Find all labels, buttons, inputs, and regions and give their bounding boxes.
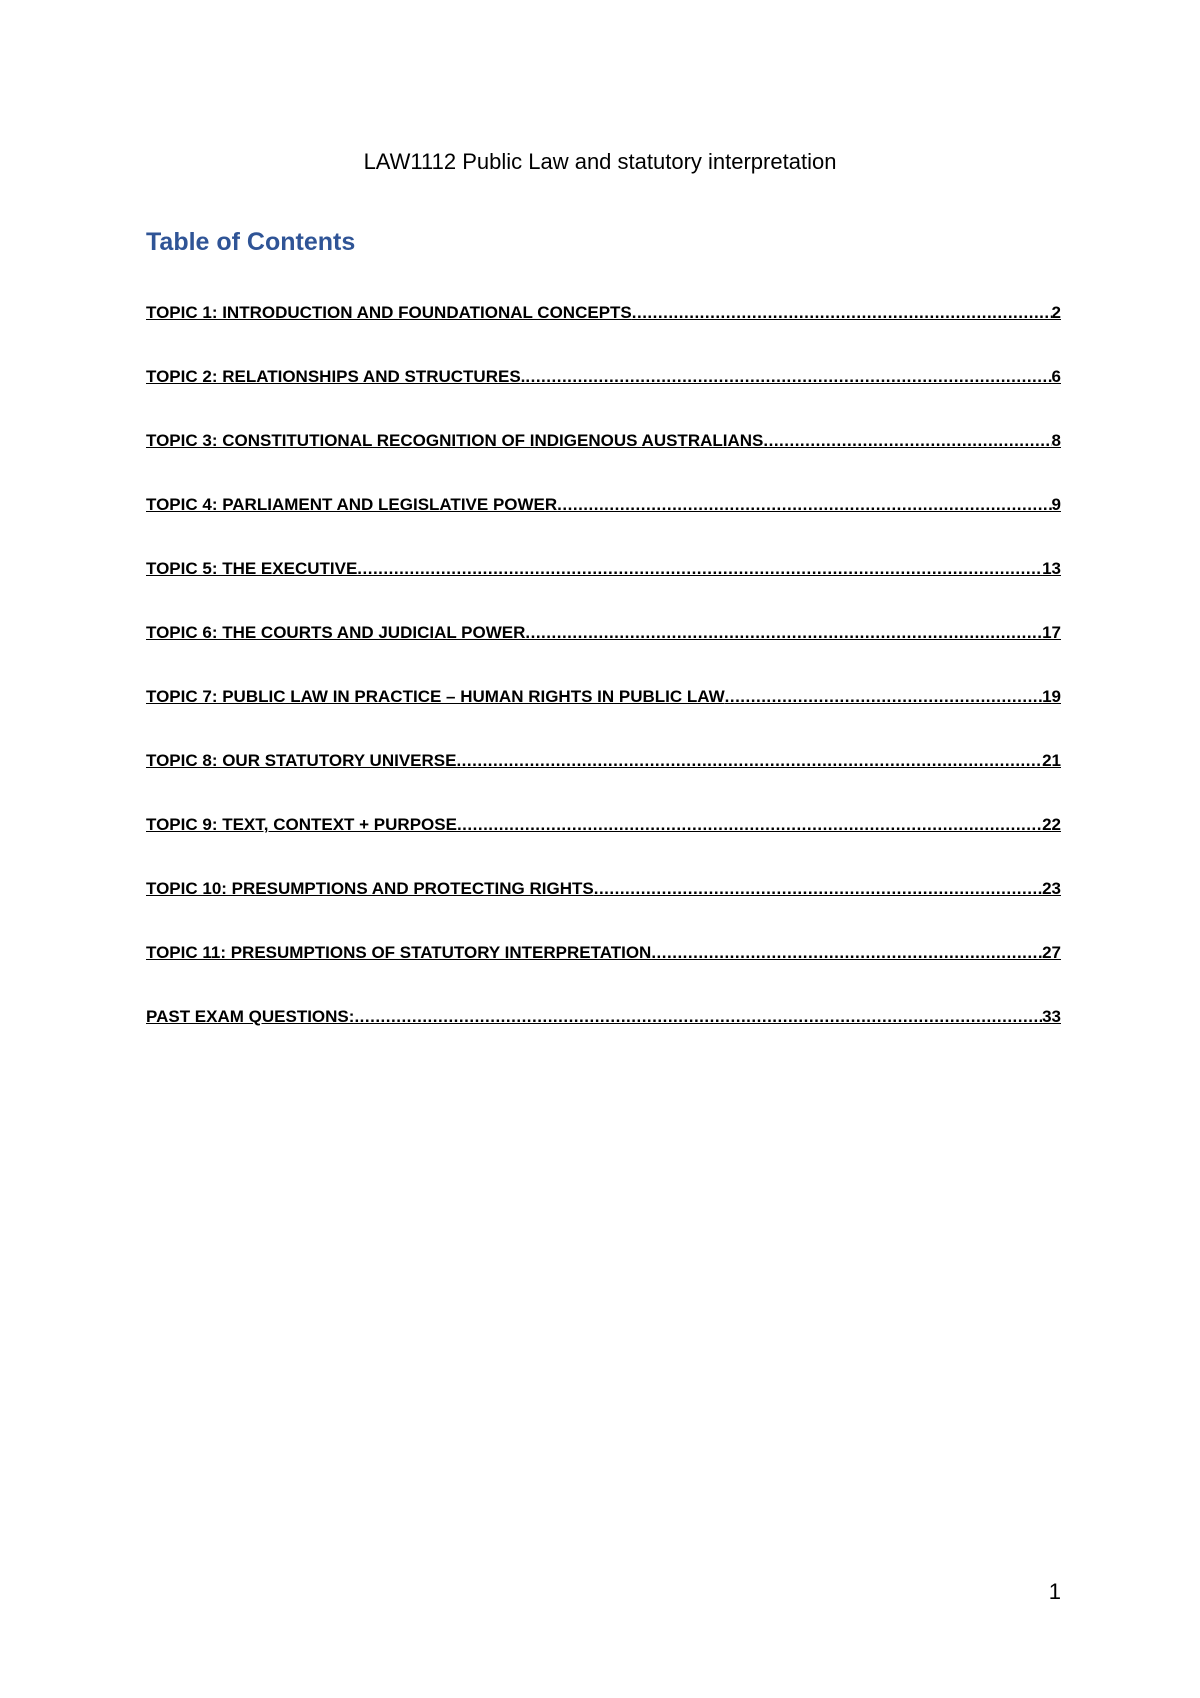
- toc-entry-label: TOPIC 7: PUBLIC LAW IN PRACTICE – HUMAN RIGHTS IN PUBLIC LAW: [146, 687, 725, 706]
- document-title: LAW1112 Public Law and statutory interpretation: [363, 149, 837, 174]
- toc-entry-topic-5[interactable]: [146, 558, 1061, 622]
- toc-entry-page: 33: [1042, 1007, 1061, 1026]
- toc-entry-label: TOPIC 6: THE COURTS AND JUDICIAL POWER: [146, 623, 526, 642]
- toc-entry-topic-9[interactable]: [146, 814, 1061, 878]
- toc-entry-label: TOPIC 11: PRESUMPTIONS OF STATUTORY INTERPRETATION: [146, 943, 652, 962]
- toc-entry-topic-4[interactable]: [146, 494, 1061, 558]
- toc-dot-leader: [456, 750, 1042, 772]
- toc-entry-page: 2: [1051, 303, 1061, 322]
- toc-dot-leader: [651, 942, 1042, 964]
- toc-entry-label: TOPIC 9: TEXT, CONTEXT + PURPOSE: [146, 815, 457, 834]
- toc-dot-leader: [525, 622, 1042, 644]
- toc-dot-leader: [725, 686, 1042, 708]
- toc-heading: Table of Contents: [146, 228, 356, 256]
- toc-dot-leader: [594, 878, 1042, 900]
- toc-entry-page: 27: [1042, 943, 1061, 962]
- toc-dot-leader: [557, 494, 1051, 516]
- toc-entry-page: 23: [1042, 879, 1061, 898]
- toc-entry-topic-10[interactable]: [146, 878, 1061, 942]
- toc-entry-label: PAST EXAM QUESTIONS:: [146, 1007, 355, 1026]
- toc-entry-page: 22: [1042, 815, 1061, 834]
- toc-entry-label: TOPIC 2: RELATIONSHIPS AND STRUCTURES.: [146, 367, 526, 386]
- toc-entry-label: TOPIC 1: INTRODUCTION AND FOUNDATIONAL CONCEPTS: [146, 303, 632, 322]
- toc-entry-page: 19: [1042, 687, 1061, 706]
- toc-entry-page: 9: [1051, 495, 1061, 514]
- toc-entry-topic-6[interactable]: [146, 622, 1061, 686]
- toc-entry-topic-7[interactable]: [146, 686, 1061, 750]
- toc-dot-leader: [357, 558, 1042, 580]
- toc-entry-topic-1[interactable]: [146, 302, 1061, 366]
- toc-dot-leader: [525, 366, 1051, 388]
- toc-entry-topic-2[interactable]: [146, 366, 1061, 430]
- toc-dot-leader: [763, 430, 1051, 452]
- toc-entry-past-exam-questions[interactable]: [146, 1006, 1061, 1070]
- toc-entry-page: 6: [1051, 367, 1061, 386]
- page-number: 1: [1048, 1579, 1061, 1604]
- toc-entry-topic-8[interactable]: [146, 750, 1061, 814]
- toc-entry-page: 13: [1042, 559, 1061, 578]
- toc-entry-topic-3[interactable]: [146, 430, 1061, 494]
- toc-entry-page: 21: [1042, 751, 1061, 770]
- toc-entry-label: TOPIC 10: PRESUMPTIONS AND PROTECTING RIGHTS: [146, 879, 594, 898]
- toc-list: [146, 302, 1061, 1070]
- toc-entry-page: 8: [1051, 431, 1061, 450]
- toc-dot-leader: [457, 814, 1042, 836]
- toc-entry-label: TOPIC 8: OUR STATUTORY UNIVERSE: [146, 751, 457, 770]
- toc-dot-leader: [354, 1006, 1042, 1028]
- toc-entry-label: TOPIC 4: PARLIAMENT AND LEGISLATIVE POWER: [146, 495, 558, 514]
- toc-dot-leader: [632, 302, 1052, 324]
- toc-entry-page: 17: [1042, 623, 1061, 642]
- toc-entry-topic-11[interactable]: [146, 942, 1061, 1006]
- toc-entry-label: TOPIC 3: CONSTITUTIONAL RECOGNITION OF INDIGENOUS AUSTRALIANS: [146, 431, 764, 450]
- toc-entry-label: TOPIC 5: THE EXECUTIVE: [146, 559, 358, 578]
